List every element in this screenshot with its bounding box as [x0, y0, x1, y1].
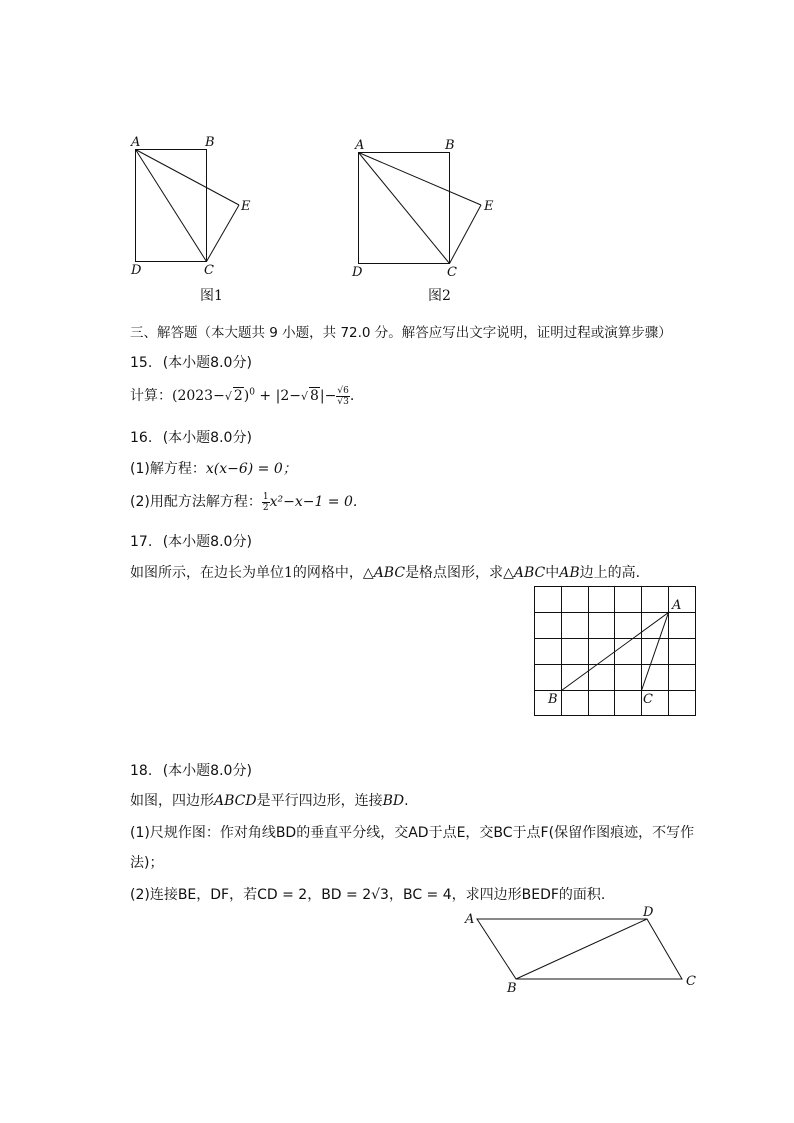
fig1-label-b: B [205, 135, 215, 150]
q18-part2-line: (2)连接BE，DF，若CD = 2，BD = 2√3，BC = 4，求四边形BEDF的面积. [130, 887, 606, 903]
fig2-label-c: C [447, 265, 457, 280]
q17-label-b: B [548, 692, 558, 707]
q17-triangle-2: △ABC [503, 565, 546, 581]
fig2-label-d: D [352, 265, 363, 280]
q17-text-f: 边上的高. [579, 565, 641, 581]
q18-parallelogram-abcd [477, 919, 682, 979]
figure-2 [351, 138, 494, 304]
q17-score: (本小题8.0分) [162, 534, 252, 550]
q17-label-c: C [643, 692, 653, 707]
q15-frac-num: 6 [343, 385, 349, 396]
q15-expr-mid: + |2− [259, 388, 301, 404]
q15-sqrt-a: 2 [233, 388, 243, 404]
q18-line1-b: ABCD [214, 793, 257, 809]
q16-part1 [130, 458, 297, 478]
q16-part2-prefix: (2)用配方法解方程： [130, 494, 262, 510]
q17-segment: AB [559, 565, 580, 581]
q17-text-d: 是格点图形，求 [405, 565, 504, 581]
q15-number: 15. [130, 355, 153, 371]
q15-abs-close: |− [319, 388, 337, 404]
q16-frac-den: 2 [262, 502, 269, 513]
q18-intro [130, 790, 409, 810]
fig2-label-a: A [355, 138, 365, 153]
fig1-label-c: C [204, 263, 214, 278]
q15-prefix: 计算： [130, 388, 172, 404]
q16-part1-equation: x(x−6) = 0； [205, 461, 297, 477]
section-heading: 三、解答题（本大题共 9 小题，共 72.0 分。解答应写出文字说明，证明过程或演算步骤） [130, 325, 672, 341]
fig1-segment-ec [207, 205, 240, 262]
q17-text-b: 1 [284, 565, 293, 581]
fig1-diagonal-ac [136, 150, 207, 262]
q17-triangle-1: △ABC [362, 565, 406, 581]
q18-header [130, 760, 252, 780]
q18-number: 18. [130, 763, 153, 779]
q18-score: (本小题8.0分) [162, 763, 252, 779]
q18-label-a: A [465, 912, 475, 927]
q15-score: (本小题8.0分) [162, 355, 252, 371]
q18-label-b: B [507, 981, 517, 996]
q17-text-a: 如图所示，在边长为单位 [130, 565, 284, 581]
figure-1 [130, 135, 251, 304]
q15-end: . [349, 388, 355, 404]
q17-label-a: A [672, 598, 682, 613]
q17-header [130, 531, 252, 551]
q16-part2-equation: x²−x−1 = 0. [269, 494, 358, 510]
fig2-label-b: B [445, 138, 455, 153]
fig1-label-e: E [241, 199, 251, 214]
q18-diagonal-bd [516, 919, 647, 979]
fig1-caption: 图1 [200, 288, 223, 304]
fig1-label-a: A [131, 135, 141, 150]
q16-part2-fraction [262, 492, 270, 513]
q18-part1-line2: 法)； [130, 855, 164, 871]
fig2-segment-ec [450, 205, 482, 264]
q17-grid-figure [520, 580, 710, 725]
q16-frac-num: 1 [262, 491, 269, 502]
fig1-label-d: D [131, 263, 142, 278]
q16-header [130, 427, 252, 447]
fig1-segment-ae [136, 150, 240, 206]
q15-sqrt-b: 8 [309, 388, 319, 404]
q18-label-c: C [686, 974, 696, 989]
fig2-segment-ae [359, 153, 482, 206]
q15-exponent: 0 [249, 387, 255, 398]
q16-part1-prefix: (1)解方程： [130, 461, 206, 477]
q15-frac-den: 3 [343, 396, 349, 407]
top-figures [0, 0, 794, 320]
q16-part2 [130, 491, 357, 513]
fig2-caption: 图2 [428, 288, 451, 304]
q18-label-d: D [643, 905, 654, 920]
fig2-label-e: E [484, 199, 494, 214]
q17-text [130, 562, 640, 582]
q18-line1-c: 是平行四边形，连接 [256, 793, 383, 809]
q18-line1-d: BD [382, 793, 405, 809]
q17-text-e: 中 [545, 565, 560, 581]
q18-line1-e: . [404, 793, 409, 809]
q18-line1-a: 如图，四边形 [130, 793, 214, 809]
q15-expr-open: (2023− [172, 388, 225, 404]
q16-score: (本小题8.0分) [162, 430, 252, 446]
q17-text-c: 的网格中， [292, 565, 363, 581]
q15-fraction: $\frac{√6}{√3}$ [337, 385, 349, 407]
q16-number: 16. [130, 430, 153, 446]
q18-parallelogram-figure [450, 900, 710, 1000]
q15-expression: 计算：(2023−√ 2)$^0$ + |2−√ 8|− $\frac{√6}{√3}$ . [130, 385, 355, 407]
q17-number: 17. [130, 534, 153, 550]
fig2-diagonal-ac [359, 153, 450, 264]
q15-header [130, 352, 252, 372]
q18-part1-line1: (1)尺规作图：作对角线BD的垂直平分线，交AD于点E，交BC于点F(保留作图痕迹，不写作 [130, 825, 695, 841]
